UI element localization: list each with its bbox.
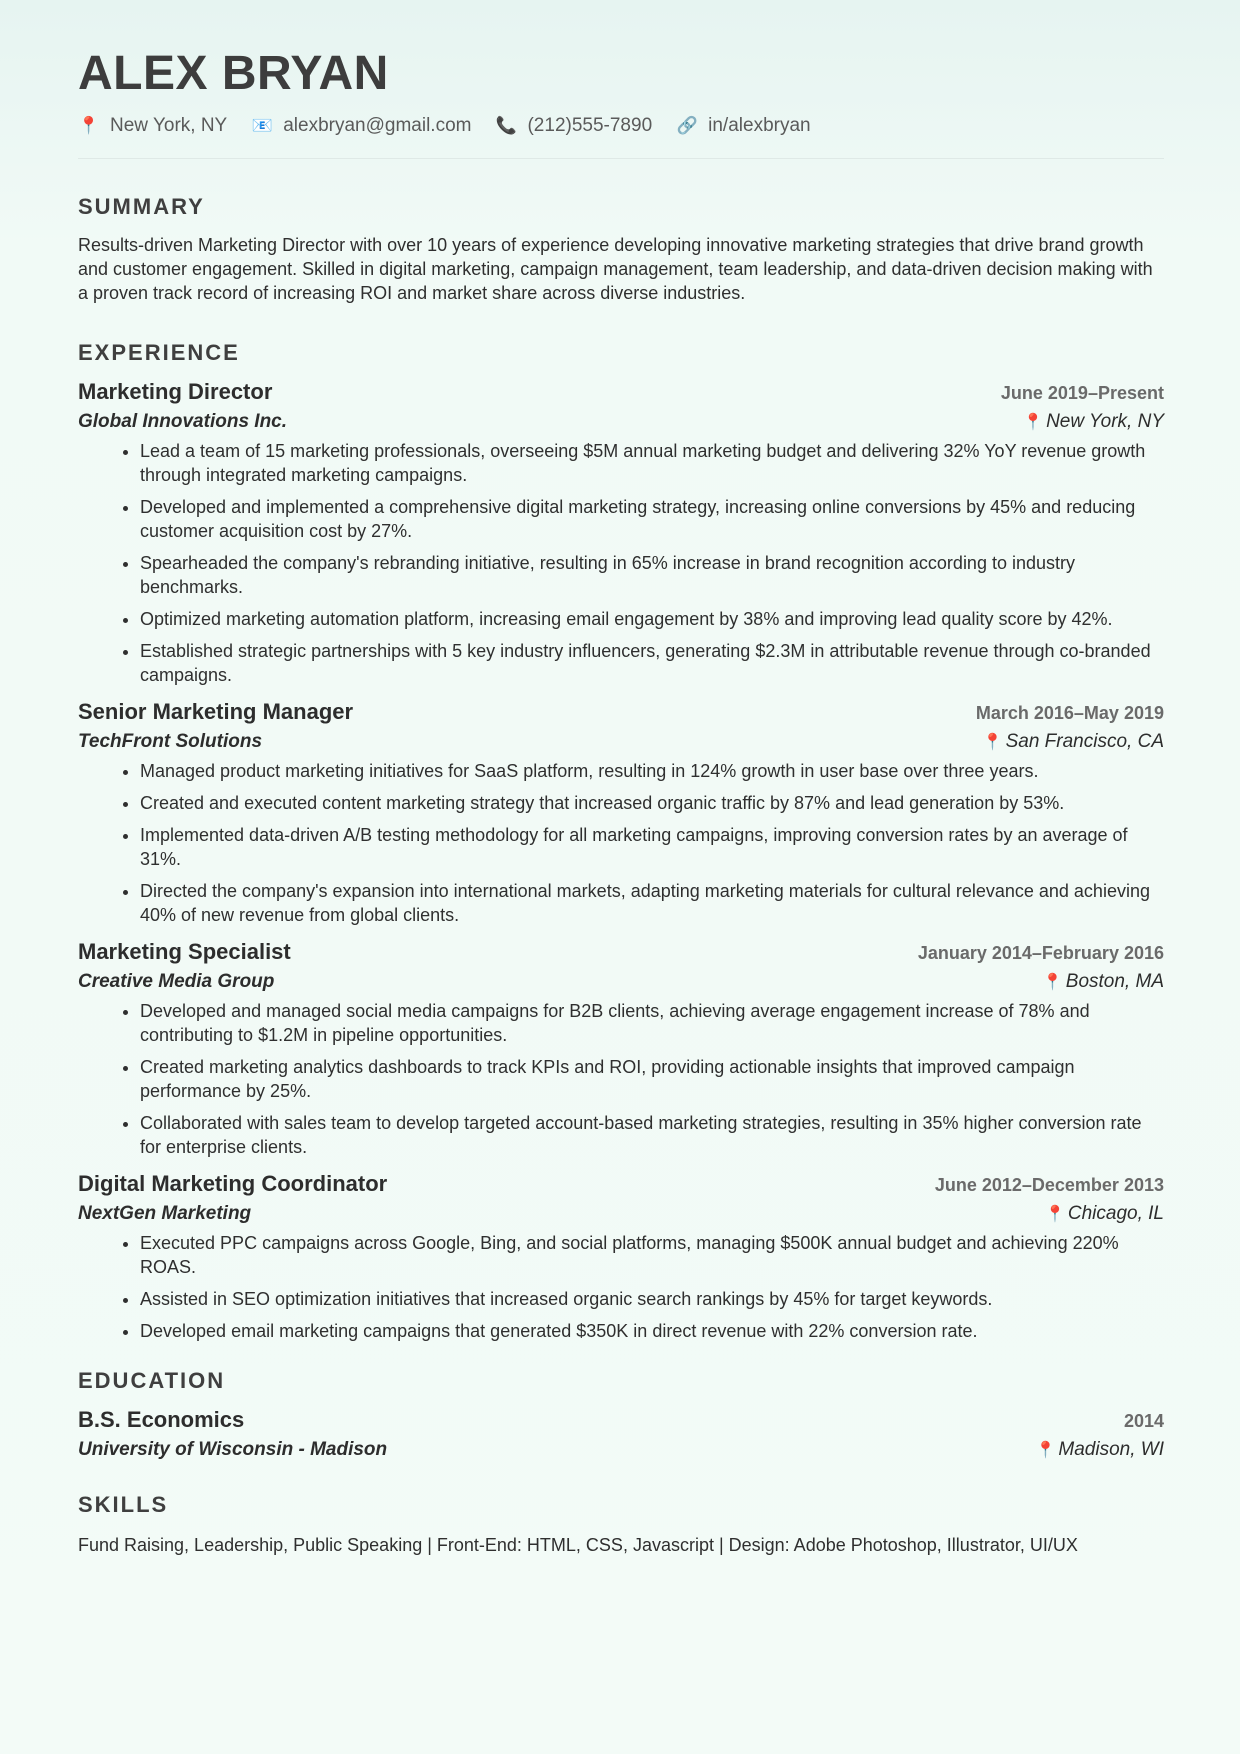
contact-phone[interactable] (495, 115, 652, 137)
job-dates: June 2012–December 2013 (934, 1175, 1164, 1195)
phone-icon: 📞 (495, 116, 518, 135)
job-location (1023, 411, 1164, 433)
company-name: Creative Media Group (78, 971, 275, 992)
location-pin-icon: 📍 (1042, 974, 1063, 991)
job-title: Senior Marketing Manager (78, 699, 354, 724)
company-name: NextGen Marketing (78, 1203, 252, 1224)
bullet-item: • Optimized marketing automation platform, increasing email engagement by 38% and improving lead quality score by 42%. (140, 607, 1164, 631)
job-entry (78, 697, 1164, 927)
job-location (1043, 971, 1164, 993)
contact-location (78, 115, 227, 137)
contact-phone-text[interactable]: (212)555-7890 (527, 115, 653, 136)
bullet-item: • Developed and managed social media campaigns for B2B clients, achieving average engagement increase of 78% and contributing to $1.2M in pipeline opportunities. (140, 999, 1164, 1047)
bullet-item: • Created marketing analytics dashboards to track KPIs and ROI, providing actionable insights that improved campaign performance by 25%. (140, 1055, 1164, 1103)
job-entry (78, 1169, 1164, 1343)
skills-text: Fund Raising, Leadership, Public Speaking | Front-End: HTML, CSS, Javascript | Design: Adobe Photoshop, Illustrator, UI/UX (78, 1535, 1078, 1555)
candidate-name: ALEX BRYAN (78, 47, 389, 100)
summary-text: Results-driven Marketing Director with over 10 years of experience developing innovative marketing strategies that drive brand growth and customer engagement. Skilled in digital marketing, campaign management, team leadership, and data-driven decision making with a proven track record of increasing ROI and market share across diverse industries. (78, 235, 1153, 303)
location-pin-icon: 📍 (78, 116, 100, 135)
company-name: Global Innovations Inc. (78, 411, 288, 432)
job-title: Marketing Director (78, 379, 273, 404)
contact-email-text[interactable]: alexbryan@gmail.com (283, 115, 472, 136)
email-icon: 📧 (251, 116, 273, 135)
job-location-text: San Francisco, CA (1005, 731, 1164, 752)
job-title: Digital Marketing Coordinator (78, 1171, 388, 1196)
resume-page (78, 0, 1164, 1556)
job-bullets (78, 759, 1164, 927)
bullet-item: • Executed PPC campaigns across Google, Bing, and social platforms, managing $500K annual budget and achieving 220% ROAS. (140, 1231, 1164, 1279)
bullet-item: • Managed product marketing initiatives for SaaS platform, resulting in 124% growth in user base over three years. (140, 759, 1164, 783)
school-location (1035, 1439, 1164, 1461)
graduation-year: 2014 (1123, 1411, 1164, 1431)
skills-heading: SKILLS (78, 1492, 169, 1517)
education-heading: EDUCATION (78, 1368, 226, 1393)
contact-bar (78, 112, 1164, 140)
summary-heading: SUMMARY (78, 194, 205, 219)
location-pin-icon: 📍 (1044, 1206, 1065, 1223)
job-dates: March 2016–May 2019 (975, 703, 1164, 723)
job-location-text: Chicago, IL (1067, 1203, 1164, 1224)
contact-email[interactable] (251, 115, 471, 137)
bullet-item: • Created and executed content marketing strategy that increased organic traffic by 87% and lead generation by 53%. (140, 791, 1164, 815)
job-location-text: Boston, MA (1065, 971, 1164, 992)
bullet-item: • Collaborated with sales team to develop targeted account-based marketing strategies, resulting in 35% higher conversion rate for enterprise clients. (140, 1111, 1164, 1159)
contact-linkedin-text[interactable]: in/alexbryan (708, 115, 811, 136)
job-dates: January 2014–February 2016 (917, 943, 1164, 963)
location-pin-icon: 📍 (1035, 1442, 1056, 1459)
contact-linkedin[interactable] (676, 115, 810, 137)
bullet-item: • Assisted in SEO optimization initiatives that increased organic search rankings by 45% for target keywords. (140, 1287, 1164, 1311)
education-entry (78, 1405, 1164, 1463)
link-icon: 🔗 (676, 116, 698, 135)
job-location (1045, 1203, 1164, 1225)
bullet-item: • Implemented data-driven A/B testing methodology for all marketing campaigns, improving conversion rates by an average of 31%. (140, 823, 1164, 871)
bullet-item: • Directed the company's expansion into international markets, adapting marketing materials for cultural relevance and achieving 40% of new revenue from global clients. (140, 879, 1164, 927)
degree: B.S. Economics (78, 1407, 245, 1432)
job-location-text: New York, NY (1046, 411, 1164, 432)
job-bullets (78, 439, 1164, 687)
job-dates: June 2019–Present (1000, 383, 1164, 403)
contact-location-text: New York, NY (110, 115, 228, 136)
job-entry (78, 937, 1164, 1159)
job-bullets (78, 999, 1164, 1159)
bullet-item: • Spearheaded the company's rebranding initiative, resulting in 65% increase in brand recognition according to industry benchmarks. (140, 551, 1164, 599)
job-entry (78, 377, 1164, 687)
job-location (983, 731, 1164, 753)
bullet-item: • Developed email marketing campaigns that generated $350K in direct revenue with 22% conversion rate. (140, 1319, 1164, 1343)
location-pin-icon: 📍 (1023, 414, 1044, 431)
school-location-text: Madison, WI (1058, 1439, 1164, 1460)
job-title: Marketing Specialist (78, 939, 291, 964)
experience-heading: EXPERIENCE (78, 340, 240, 365)
header-divider (78, 158, 1164, 159)
school-name: University of Wisconsin - Madison (78, 1439, 388, 1460)
location-pin-icon: 📍 (982, 734, 1003, 751)
job-bullets (78, 1231, 1164, 1343)
company-name: TechFront Solutions (78, 731, 263, 752)
bullet-item: • Established strategic partnerships with 5 key industry influencers, generating $2.3M in attributable revenue through co-branded campaigns. (140, 639, 1164, 687)
bullet-item: • Developed and implemented a comprehensive digital marketing strategy, increasing online conversions by 45% and reducing customer acquisition cost by 27%. (140, 495, 1164, 543)
bullet-item: • Lead a team of 15 marketing professionals, overseeing $5M annual marketing budget and delivering 32% YoY revenue growth through integrated marketing campaigns. (140, 439, 1164, 487)
